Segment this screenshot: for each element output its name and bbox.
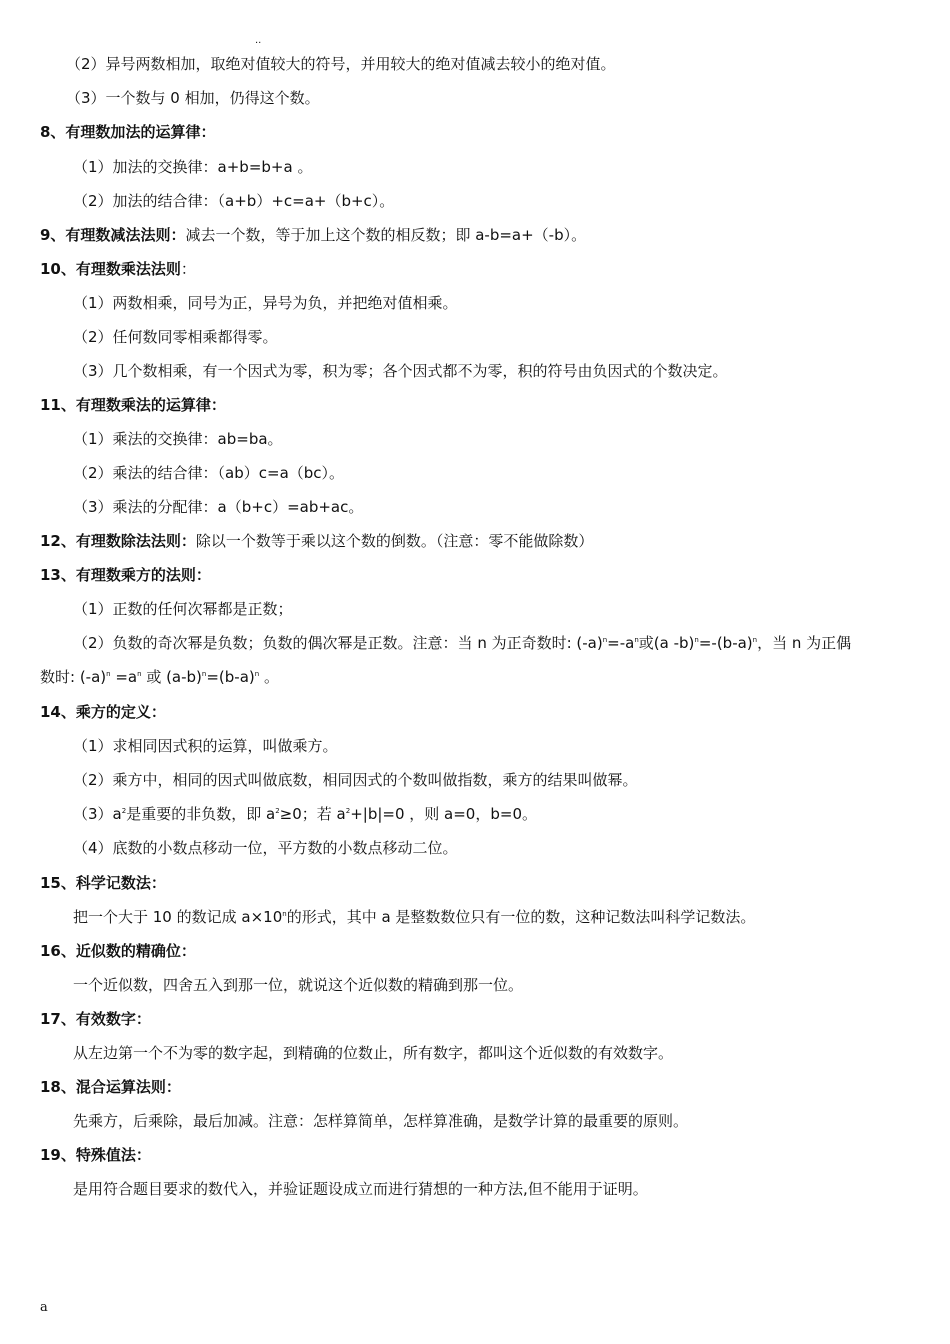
power-rule-2: （2）负数的奇次幂是负数；负数的偶次幂是正数。注意：当 n 为正奇数时: $(-a)^n=-a^n$或(a $-b)^n=-(b-a)^n$，当 n 为正偶 [73,634,852,652]
heading-11: 11、有理数乘法的运算律： [40,396,226,414]
heading-13: 13、有理数乘方的法则： [40,566,211,584]
mixed-operations-text: 先乘方，后乘除，最后加减。注意：怎样算简单，怎样算准确，是数学计算的最重要的原则。 [73,1112,689,1130]
heading-17: 17、有效数字： [40,1010,151,1028]
heading-19: 19、特殊值法： [40,1146,151,1164]
heading-12: 12、有理数除法法则：除以一个数等于乘以这个数的倒数。（注意：零不能做除数） [40,532,594,550]
multiplication-rule-2: （2）任何数同零相乘都得零。 [73,328,278,346]
heading-10: 10、有理数乘法法则： [40,260,196,278]
heading-9: 9、有理数减法法则：减去一个数，等于加上这个数的相反数；即 a-b=a+（-b）。 [40,226,587,244]
multiplication-law-2: （2）乘法的结合律：（ab）c=a（bc）。 [73,464,345,482]
division-rule: 除以一个数等于乘以这个数的倒数。（注意：零不能做除数） [195,532,594,550]
significant-figures-text: 从左边第一个不为零的数字起，到精确的位数止，所有数字，都叫这个近似数的有效数字。 [73,1044,674,1062]
footer-mark: a [40,1300,48,1315]
subtraction-rule: 减去一个数，等于加上这个数的相反数；即 a-b=a+（-b）。 [185,226,587,244]
addition-rule-2: （2）异号两数相加，取绝对值较大的符号，并用较大的绝对值减去较小的绝对值。 [66,55,616,73]
scientific-notation-text: 把一个大于 10 的数记成 $a\times 10^n$的形式，其中 a 是整数数位只有一位的数，这种记数法叫科学记数法。 [73,908,756,926]
top-dots: .. [255,35,262,46]
heading-18: 18、混合运算法则： [40,1078,181,1096]
power-definition-2: （2）乘方中，相同的因式叫做底数，相同因式的个数叫做指数，乘方的结果叫做幂。 [73,771,638,789]
addition-rule-3: （3）一个数与 0 相加，仍得这个数。 [66,89,320,107]
heading-16: 16、近似数的精确位： [40,942,196,960]
heading-15: 15、科学记数法： [40,874,166,892]
power-definition-3: $(3)a^2$是重要的非负数，即 $a^2\ge 0$；若 $a^2+|b|=0$ ，则 a=0，b=0。 [73,805,537,823]
power-definition-1: （1）求相同因式积的运算，叫做乘方。 [73,737,338,755]
addition-law-2: （2）加法的结合律：（a+b）+c=a+（b+c）。 [73,192,395,210]
heading-8: 8、有理数加法的运算律： [40,123,216,141]
power-definition-4: （4）底数的小数点移动一位，平方数的小数点移动二位。 [73,839,458,857]
multiplication-rule-1: （1）两数相乘，同号为正，异号为负，并把绝对值相乘。 [73,294,458,312]
power-rule-1: （1）正数的任何次幂都是正数； [73,600,293,618]
multiplication-law-3: （3）乘法的分配律：a（b+c）=ab+ac。 [73,498,364,516]
heading-14: 14、乘方的定义： [40,703,166,721]
special-value-text: 是用符合题目要求的数代入，并验证题设成立而进行猜想的一种方法,但不能用于证明。 [73,1180,648,1198]
multiplication-rule-3: （3）几个数相乘，有一个因式为零，积为零；各个因式都不为零，积的符号由负因式的个数决定。 [73,362,728,380]
approximation-text: 一个近似数，四舍五入到那一位，就说这个近似数的精确到那一位。 [73,976,524,994]
multiplication-law-1: （1）乘法的交换律：ab=ba。 [73,430,283,448]
addition-law-1: （1）加法的交换律：a+b=b+a 。 [73,158,313,176]
power-rule-2-continued: 数时: $(-a)^n =a^n$ 或 $(a-b)^n=(b-a)^n$ 。 [40,668,279,686]
